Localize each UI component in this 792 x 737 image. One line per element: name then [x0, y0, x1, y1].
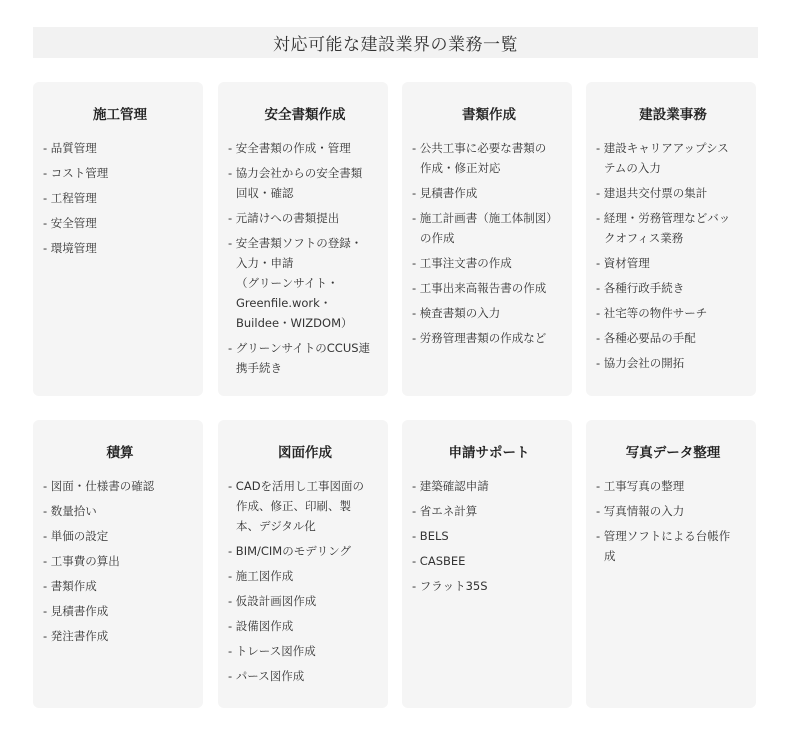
list-item: - 図面・仕様書の確認: [43, 479, 155, 493]
list-item: - 発注書作成: [43, 629, 109, 643]
list-item: - フラット35S: [412, 579, 488, 593]
card-title: 積算: [106, 445, 134, 461]
list-item: - 安全管理: [43, 216, 97, 230]
list-item: - パース図作成: [228, 669, 305, 683]
card-construction-office-work: [586, 82, 756, 396]
list-item: - 協力会社からの安全書類 回収・確認: [228, 166, 363, 200]
card-list: [43, 138, 197, 258]
list-item: - 見積書作成: [412, 186, 478, 200]
card-list: [43, 476, 197, 646]
list-item: - 品質管理: [43, 141, 97, 155]
list-item: - トレース図作成: [228, 644, 316, 658]
list-item: - 安全書類の作成・管理: [228, 141, 351, 155]
list-item: - 元請けへの書類提出: [228, 211, 340, 225]
list-item: - 写真情報の入力: [596, 504, 685, 518]
list-item: - 各種必要品の手配: [596, 331, 696, 345]
list-item: - 各種行政手続き: [596, 281, 685, 295]
list-item: - 書類作成: [43, 579, 97, 593]
list-item: - 建築確認申請: [412, 479, 489, 493]
page-title-bar: [33, 27, 758, 58]
list-item: - コスト管理: [43, 166, 109, 180]
list-item: - 環境管理: [43, 241, 97, 255]
card-drawing-creation: [218, 420, 388, 708]
list-item: - 工事出来高報告書の作成: [412, 281, 547, 295]
list-item: - 協力会社の開拓: [596, 356, 685, 370]
list-item: - 工程管理: [43, 191, 97, 205]
card-title: 写真データ整理: [625, 445, 721, 461]
card-document-creation: [402, 82, 572, 396]
list-item: - 工事写真の整理: [596, 479, 685, 493]
list-item: - 建退共交付票の集計: [596, 186, 708, 200]
card-title: 安全書類作成: [264, 107, 346, 123]
list-item: - 仮設計画図作成: [228, 594, 317, 608]
list-item: - 社宅等の物件サーチ: [596, 306, 708, 320]
list-item: - 管理ソフトによる台帳作 成: [596, 529, 731, 563]
list-item: - 工事注文書の作成: [412, 256, 512, 270]
list-item: - 建設キャリアアップシス テムの入力: [596, 141, 729, 175]
list-item: - 資材管理: [596, 256, 650, 270]
list-item: - BELS: [412, 529, 449, 543]
list-item: - 公共工事に必要な書類の 作成・修正対応: [412, 141, 547, 175]
list-item: - 省エネ計算: [412, 504, 478, 518]
card-title: 図面作成: [278, 445, 332, 461]
card-list: [228, 138, 382, 378]
card-safety-documents: [218, 82, 388, 396]
list-item: - BIM/CIMのモデリング: [228, 544, 351, 558]
card-title: 建設業事務: [639, 107, 707, 123]
card-estimation: [33, 420, 203, 708]
list-item: - 見積書作成: [43, 604, 109, 618]
page-title: 対応可能な建設業界の業務一覧: [273, 35, 518, 55]
list-item: - 施工計画書（施工体制図） の作成: [412, 211, 558, 245]
list-item: - 労務管理書類の作成など: [412, 331, 547, 345]
card-photo-data-organization: [586, 420, 756, 708]
list-item: - CASBEE: [412, 554, 466, 568]
list-item: - 施工図作成: [228, 569, 294, 583]
list-item: - 検査書類の入力: [412, 306, 501, 320]
card-list: [412, 138, 566, 348]
card-title: 施工管理: [93, 107, 147, 123]
list-item: - 単価の設定: [43, 529, 109, 543]
card-title: 申請サポート: [448, 445, 530, 461]
list-item: - グリーンサイトのCCUS連 携手続き: [228, 341, 371, 375]
list-item: - 安全書類ソフトの登録・ 入力・申請 （グリーンサイト・ Greenfile.work・ Buildee・WIZDOM）: [228, 236, 363, 330]
card-application-support: [402, 420, 572, 708]
card-list: [596, 138, 750, 373]
card-list: [228, 476, 382, 686]
list-item: - 経理・労務管理などバッ クオフィス業務: [596, 211, 731, 245]
card-title: 書類作成: [462, 107, 516, 123]
card-construction-management: [33, 82, 203, 396]
card-list: [596, 476, 750, 566]
list-item: - CADを活用し工事図面の 作成、修正、印刷、製 本、デジタル化: [228, 479, 365, 533]
list-item: - 工事費の算出: [43, 554, 120, 568]
list-item: - 設備図作成: [228, 619, 294, 633]
list-item: - 数量拾い: [43, 504, 97, 518]
card-list: [412, 476, 566, 596]
